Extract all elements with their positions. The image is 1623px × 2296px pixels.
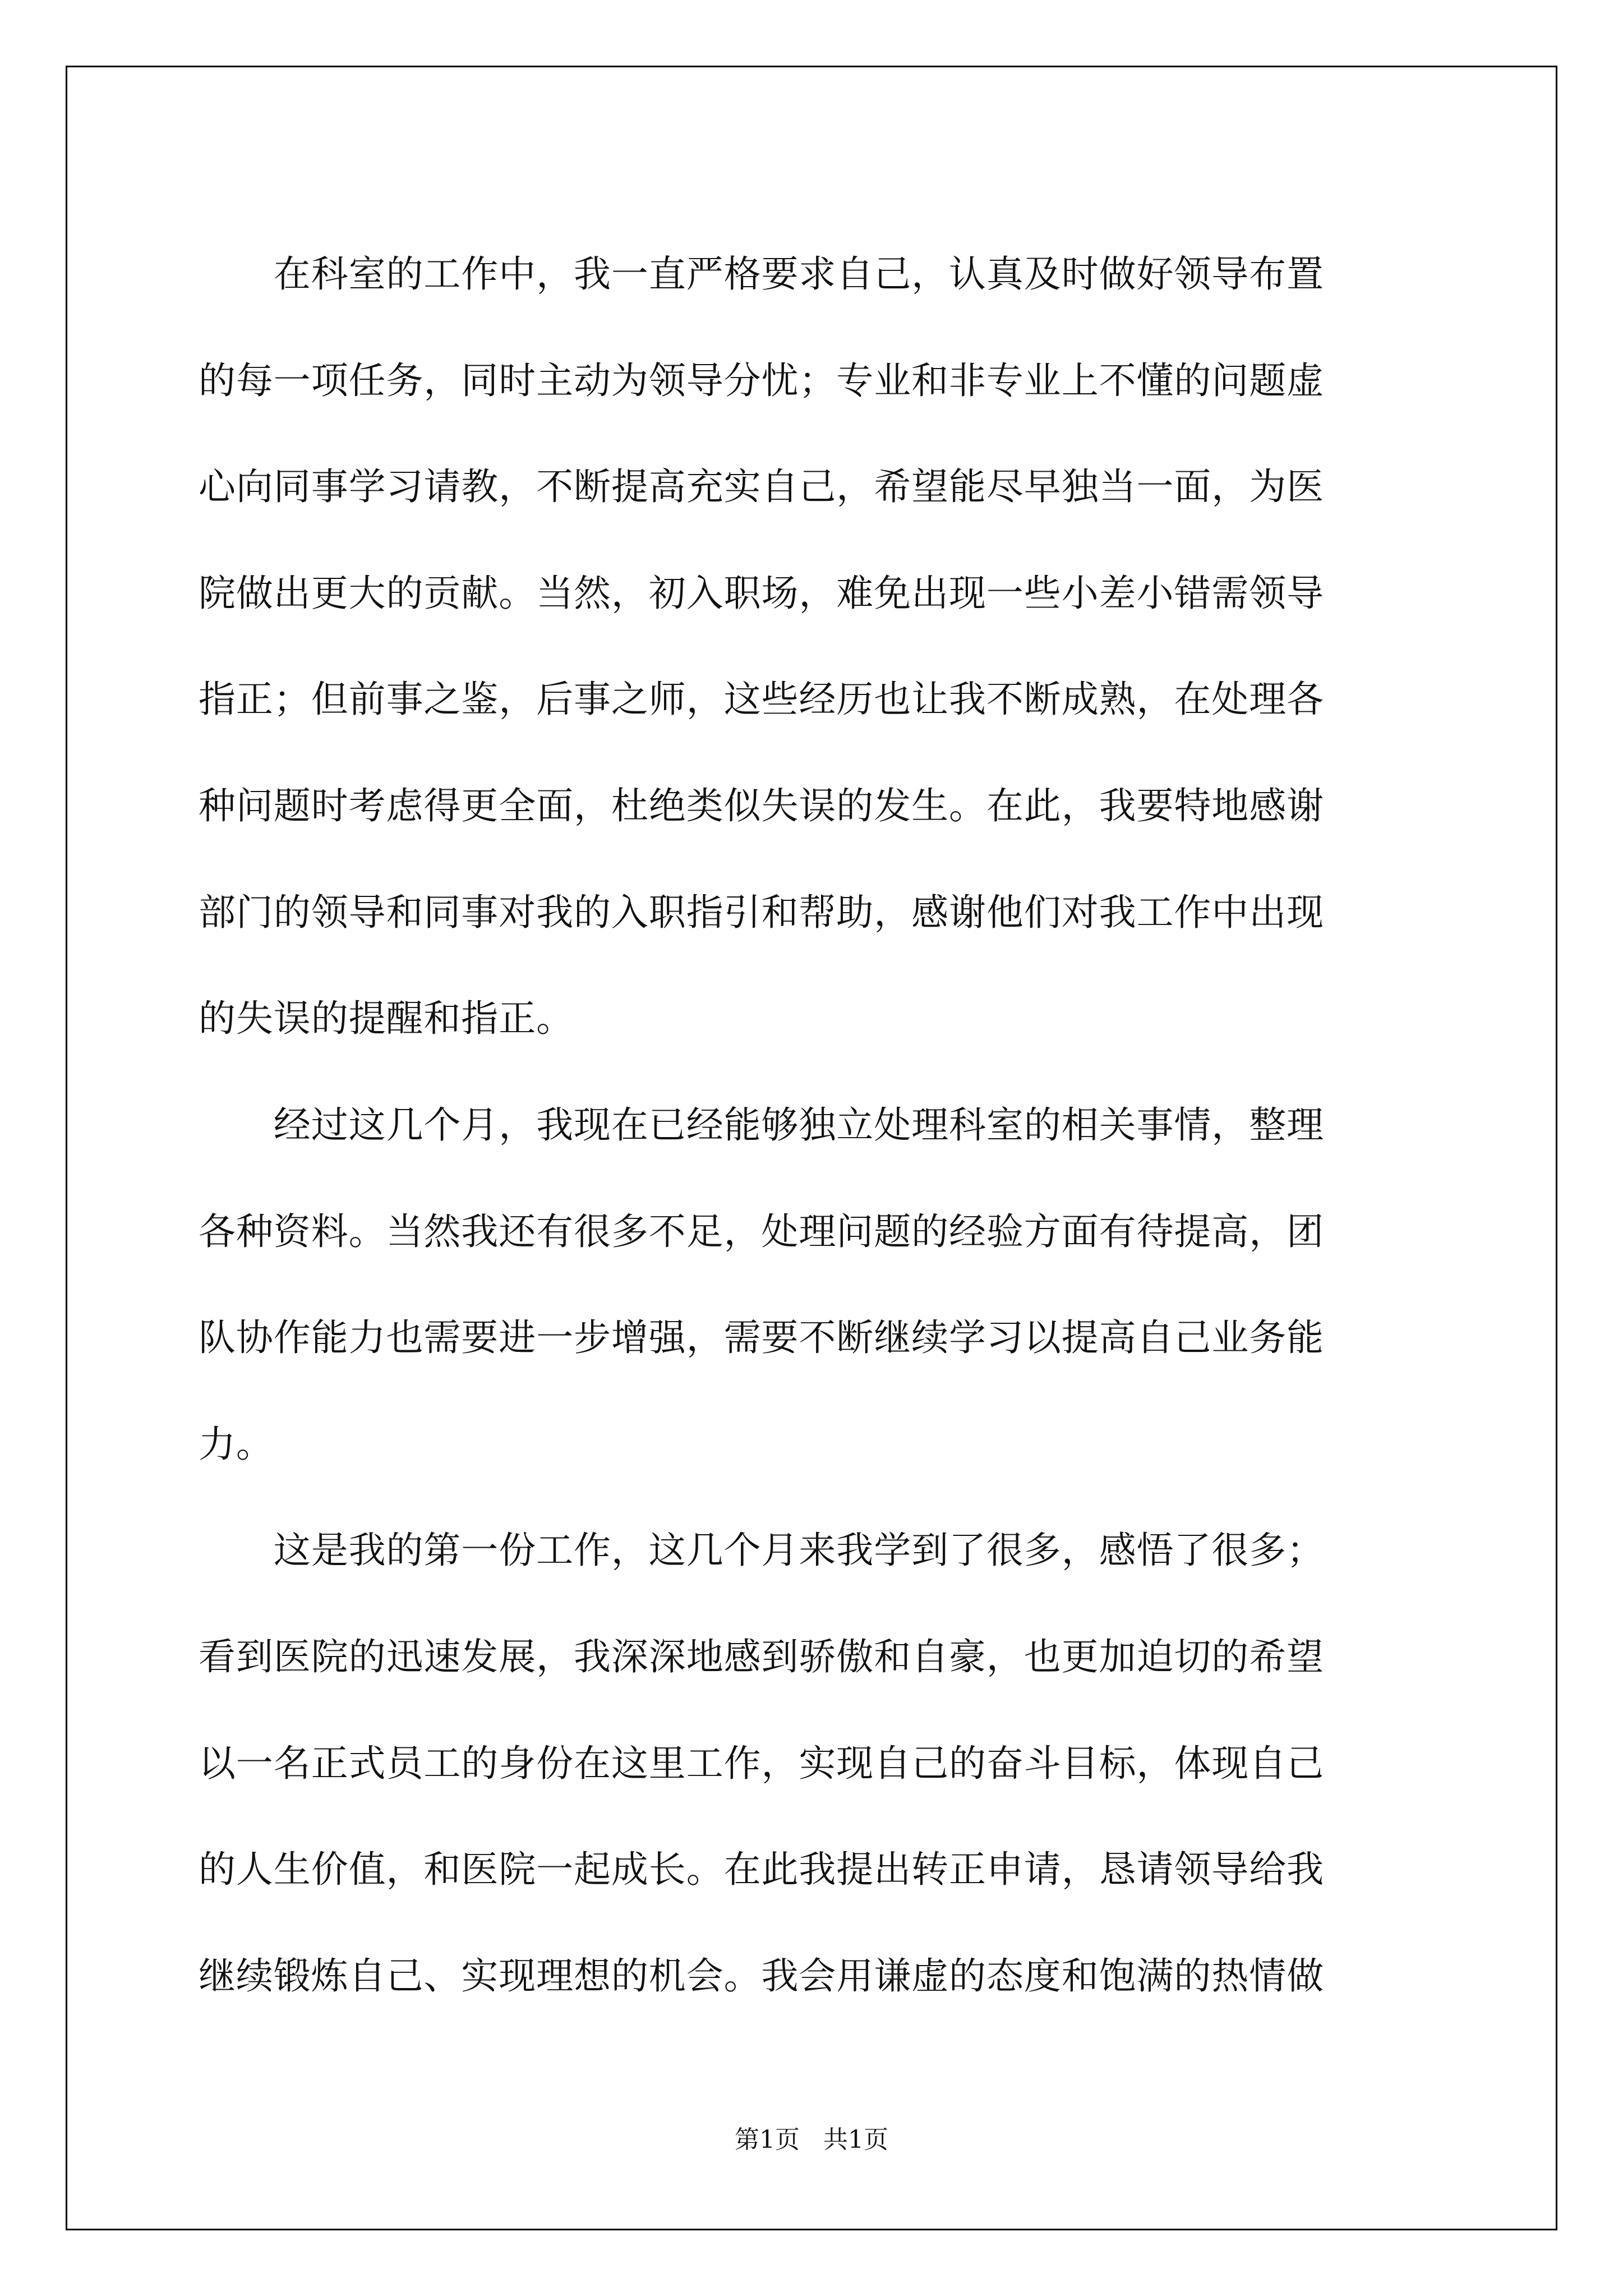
text-line: 经过这几个月，我现在已经能够独立处理科室的相关事情，整理 — [199, 1103, 1324, 1147]
text-line: 以一名正式员工的身份在这里工作，实现自己的奋斗目标，体现自己 — [199, 1742, 1324, 1785]
text-line: 看到医院的迅速发展，我深深地感到骄傲和自豪，也更加迫切的希望 — [199, 1635, 1324, 1678]
text-line: 的失误的提醒和指正。 — [199, 997, 574, 1040]
text-line: 在科室的工作中，我一直严格要求自己，认真及时做好领导布置 — [199, 252, 1324, 296]
text-line: 的每一项任务，同时主动为领导分忧；专业和非专业上不懂的问题虚 — [199, 359, 1324, 402]
page-total: 共1页 — [823, 2125, 888, 2154]
text-line: 队协作能力也需要进一步增强，需要不断继续学习以提高自己业务能 — [199, 1316, 1324, 1359]
text-line: 继续锻炼自己、实现理想的机会。我会用谦虚的态度和饱满的热情做 — [199, 1954, 1324, 1998]
text-line: 指正；但前事之鉴，后事之师，这些经历也让我不断成熟，在处理各 — [199, 678, 1324, 721]
text-line: 种问题时考虑得更全面，杜绝类似失误的发生。在此，我要特地感谢 — [199, 784, 1324, 827]
text-line: 力。 — [199, 1423, 274, 1466]
text-line: 院做出更大的贡献。当然，初入职场，难免出现一些小差小错需领导 — [199, 572, 1324, 615]
page-number: 第1页 — [735, 2125, 800, 2154]
text-line: 心向同事学习请教，不断提高充实自己，希望能尽早独当一面，为医 — [199, 465, 1324, 508]
text-line: 这是我的第一份工作，这几个月来我学到了很多，感悟了很多； — [199, 1529, 1324, 1572]
text-line: 部门的领导和同事对我的入职指引和帮助，感谢他们对我工作中出现 — [199, 891, 1324, 934]
text-line: 的人生价值，和医院一起成长。在此我提出转正申请，恳请领导给我 — [199, 1848, 1324, 1891]
page-footer — [0, 2124, 1623, 2156]
footer-spacer — [800, 2125, 823, 2154]
text-line: 各种资料。当然我还有很多不足，处理问题的经验方面有待提高，团 — [199, 1210, 1324, 1253]
